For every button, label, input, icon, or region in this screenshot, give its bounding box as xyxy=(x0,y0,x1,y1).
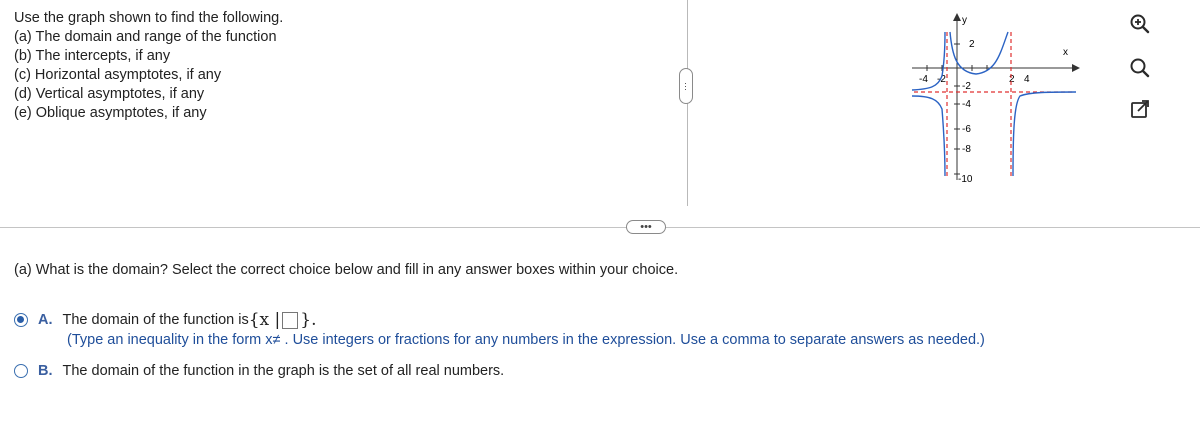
x-tick-label: -2 xyxy=(937,74,946,85)
left-branch xyxy=(912,32,945,90)
choice-b-letter: B. xyxy=(38,363,53,379)
question-line: (a) The domain and range of the function xyxy=(14,29,277,45)
choice-a-letter: A. xyxy=(38,312,53,328)
y-tick-label: -10 xyxy=(958,174,973,184)
zoom-in-button[interactable] xyxy=(1127,11,1153,37)
y-tick-label: -2 xyxy=(962,81,971,92)
choice-a[interactable] xyxy=(14,310,316,330)
radio-choice-b[interactable] xyxy=(14,364,28,378)
popout-button[interactable] xyxy=(1127,96,1153,122)
horizontal-resize-handle[interactable]: ••• xyxy=(626,220,666,234)
y-tick-label: -4 xyxy=(962,99,971,110)
x-tick-label: 4 xyxy=(1024,74,1030,85)
x-tick-label: 2 xyxy=(1009,74,1015,85)
y-tick-label: -6 xyxy=(962,124,971,135)
x-axis-arrow xyxy=(1072,64,1080,72)
vertical-resize-handle[interactable]: ⋯ xyxy=(679,68,693,104)
y-axis-arrow xyxy=(953,13,961,21)
y-axis-label: y xyxy=(962,15,967,26)
zoom-out-icon xyxy=(1129,57,1151,79)
question-line: (d) Vertical asymptotes, if any xyxy=(14,86,205,102)
question-line: Use the graph shown to find the following. xyxy=(14,10,284,26)
question-text xyxy=(14,9,283,123)
choice-a-hint: (Type an inequality in the form x≠ . Use integers or fractions for any numbers in the expression. Use a comma to separate answers as needed.) xyxy=(67,332,985,348)
zoom-in-icon xyxy=(1129,13,1151,35)
left-lower-branch xyxy=(912,96,945,176)
function-graph xyxy=(900,4,1090,184)
choice-b-text: The domain of the function in the graph is the set of all real numbers. xyxy=(62,363,505,379)
question-line: (e) Oblique asymptotes, if any xyxy=(14,105,207,121)
question-line: (c) Horizontal asymptotes, if any xyxy=(14,67,222,83)
set-open: {x | xyxy=(248,310,281,330)
x-axis-label: x xyxy=(1063,47,1068,58)
y-tick-label: 2 xyxy=(969,39,975,50)
right-branch xyxy=(1013,92,1076,176)
x-tick-label: -4 xyxy=(919,74,928,85)
radio-choice-a[interactable] xyxy=(14,313,28,327)
horizontal-divider xyxy=(0,227,1200,228)
choice-a-text: The domain of the function is xyxy=(62,312,249,328)
question-line: (b) The intercepts, if any xyxy=(14,48,171,64)
y-tick-label: -8 xyxy=(962,144,971,155)
part-a-prompt: (a) What is the domain? Select the correct choice below and fill in any answer boxes within your choice. xyxy=(14,262,679,278)
set-close: }. xyxy=(300,310,317,330)
choice-b[interactable] xyxy=(14,363,504,379)
zoom-out-button[interactable] xyxy=(1127,55,1153,81)
domain-answer-input[interactable] xyxy=(282,312,298,329)
popout-icon xyxy=(1129,98,1151,120)
